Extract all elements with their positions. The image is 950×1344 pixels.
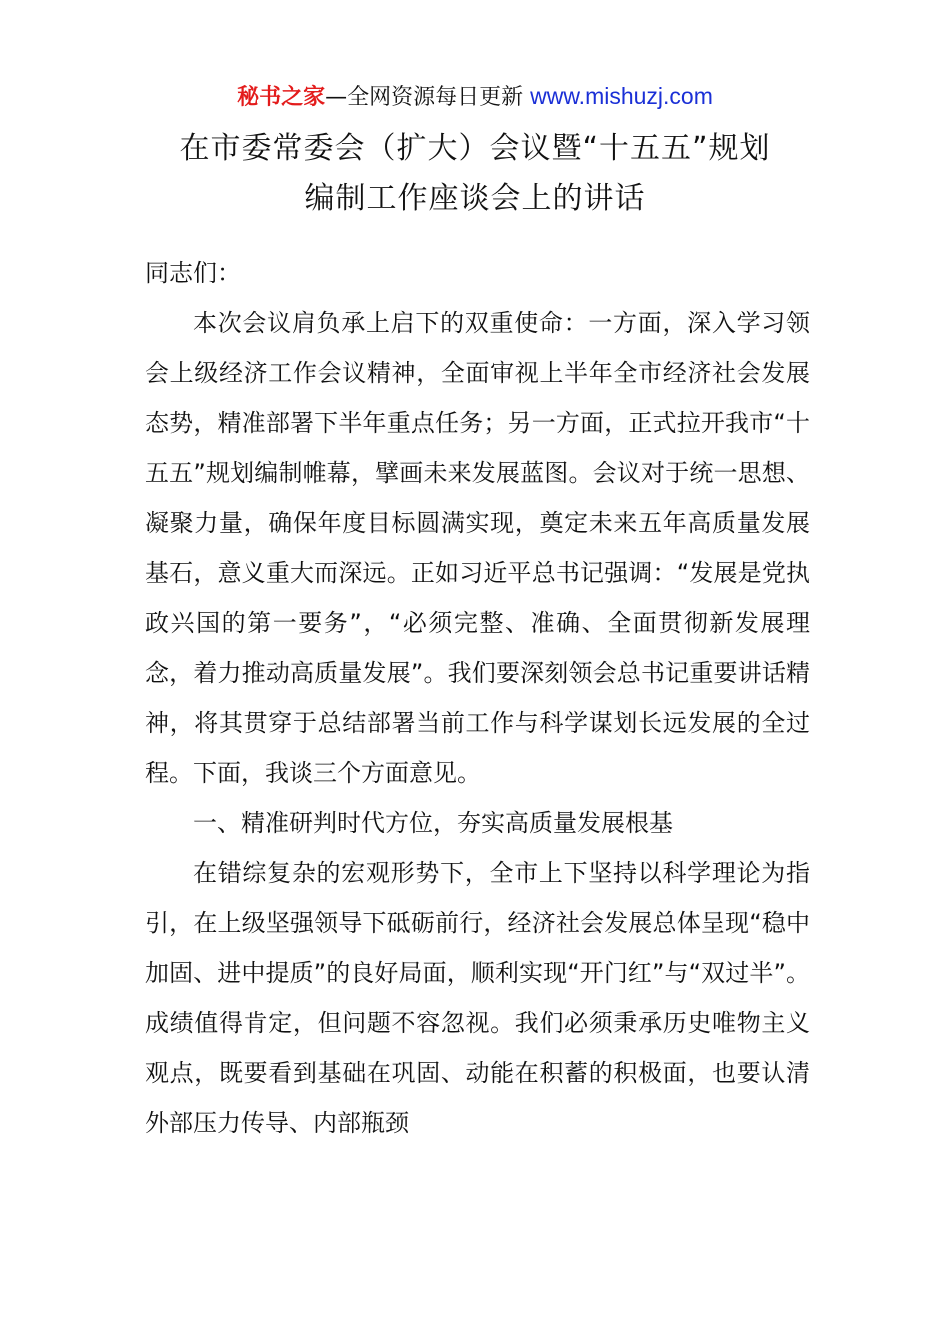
document-title bbox=[0, 124, 950, 224]
greeting: 同志们： bbox=[145, 259, 241, 287]
body-paragraph-1: 本次会议肩负承上启下的双重使命：一方面，深入学习领会上级经济工作会议精神，全面审视上半年全市经济社会发展态势，精准部署下半年重点任务；另一方面，正式拉开我市“十五五”规划编制帷幕，擘画未来发展蓝图。会议对于统一思想、凝聚力量，确保年度目标圆满实现，奠定未来五年高质量发展基石，意义重大而深远。正如习近平总书记强调：“发展是党执政兴国的第一要务”，“必须完整、准确、全面贯彻新发展理念，着力推动高质量发展”。我们要深刻领会总书记重要讲话精神，将其贯穿于总结部署当前工作与科学谋划长远发展的全过程。下面，我谈三个方面意见。 bbox=[145, 309, 810, 787]
title-line-2: 编制工作座谈会上的讲话 bbox=[304, 181, 646, 216]
section-heading-1: 一、精准研判时代方位，夯实高质量发展根基 bbox=[193, 809, 673, 837]
site-banner bbox=[0, 80, 950, 114]
body-paragraph-2: 在错综复杂的宏观形势下，全市上下坚持以科学理论为指引，在上级坚强领导下砥砺前行，经济社会发展总体呈现“稳中加固、进中提质”的良好局面，顺利实现“开门红”与“双过半”。成绩值得肯定，但问题不容忽视。我们必须秉承历史唯物主义观点，既要看到基础在巩固、动能在积蓄的积极面，也要认清外部压力传导、内部瓶颈 bbox=[145, 859, 810, 1137]
document-body bbox=[145, 248, 810, 1148]
title-line-1: 在市委常委会（扩大）会议暨“十五五”规划 bbox=[179, 131, 771, 166]
brand-name: 秘书之家 bbox=[237, 85, 326, 110]
site-url-link[interactable]: www.mishuzj.com bbox=[530, 83, 713, 109]
banner-tagline: —全网资源每日更新 bbox=[325, 85, 531, 110]
